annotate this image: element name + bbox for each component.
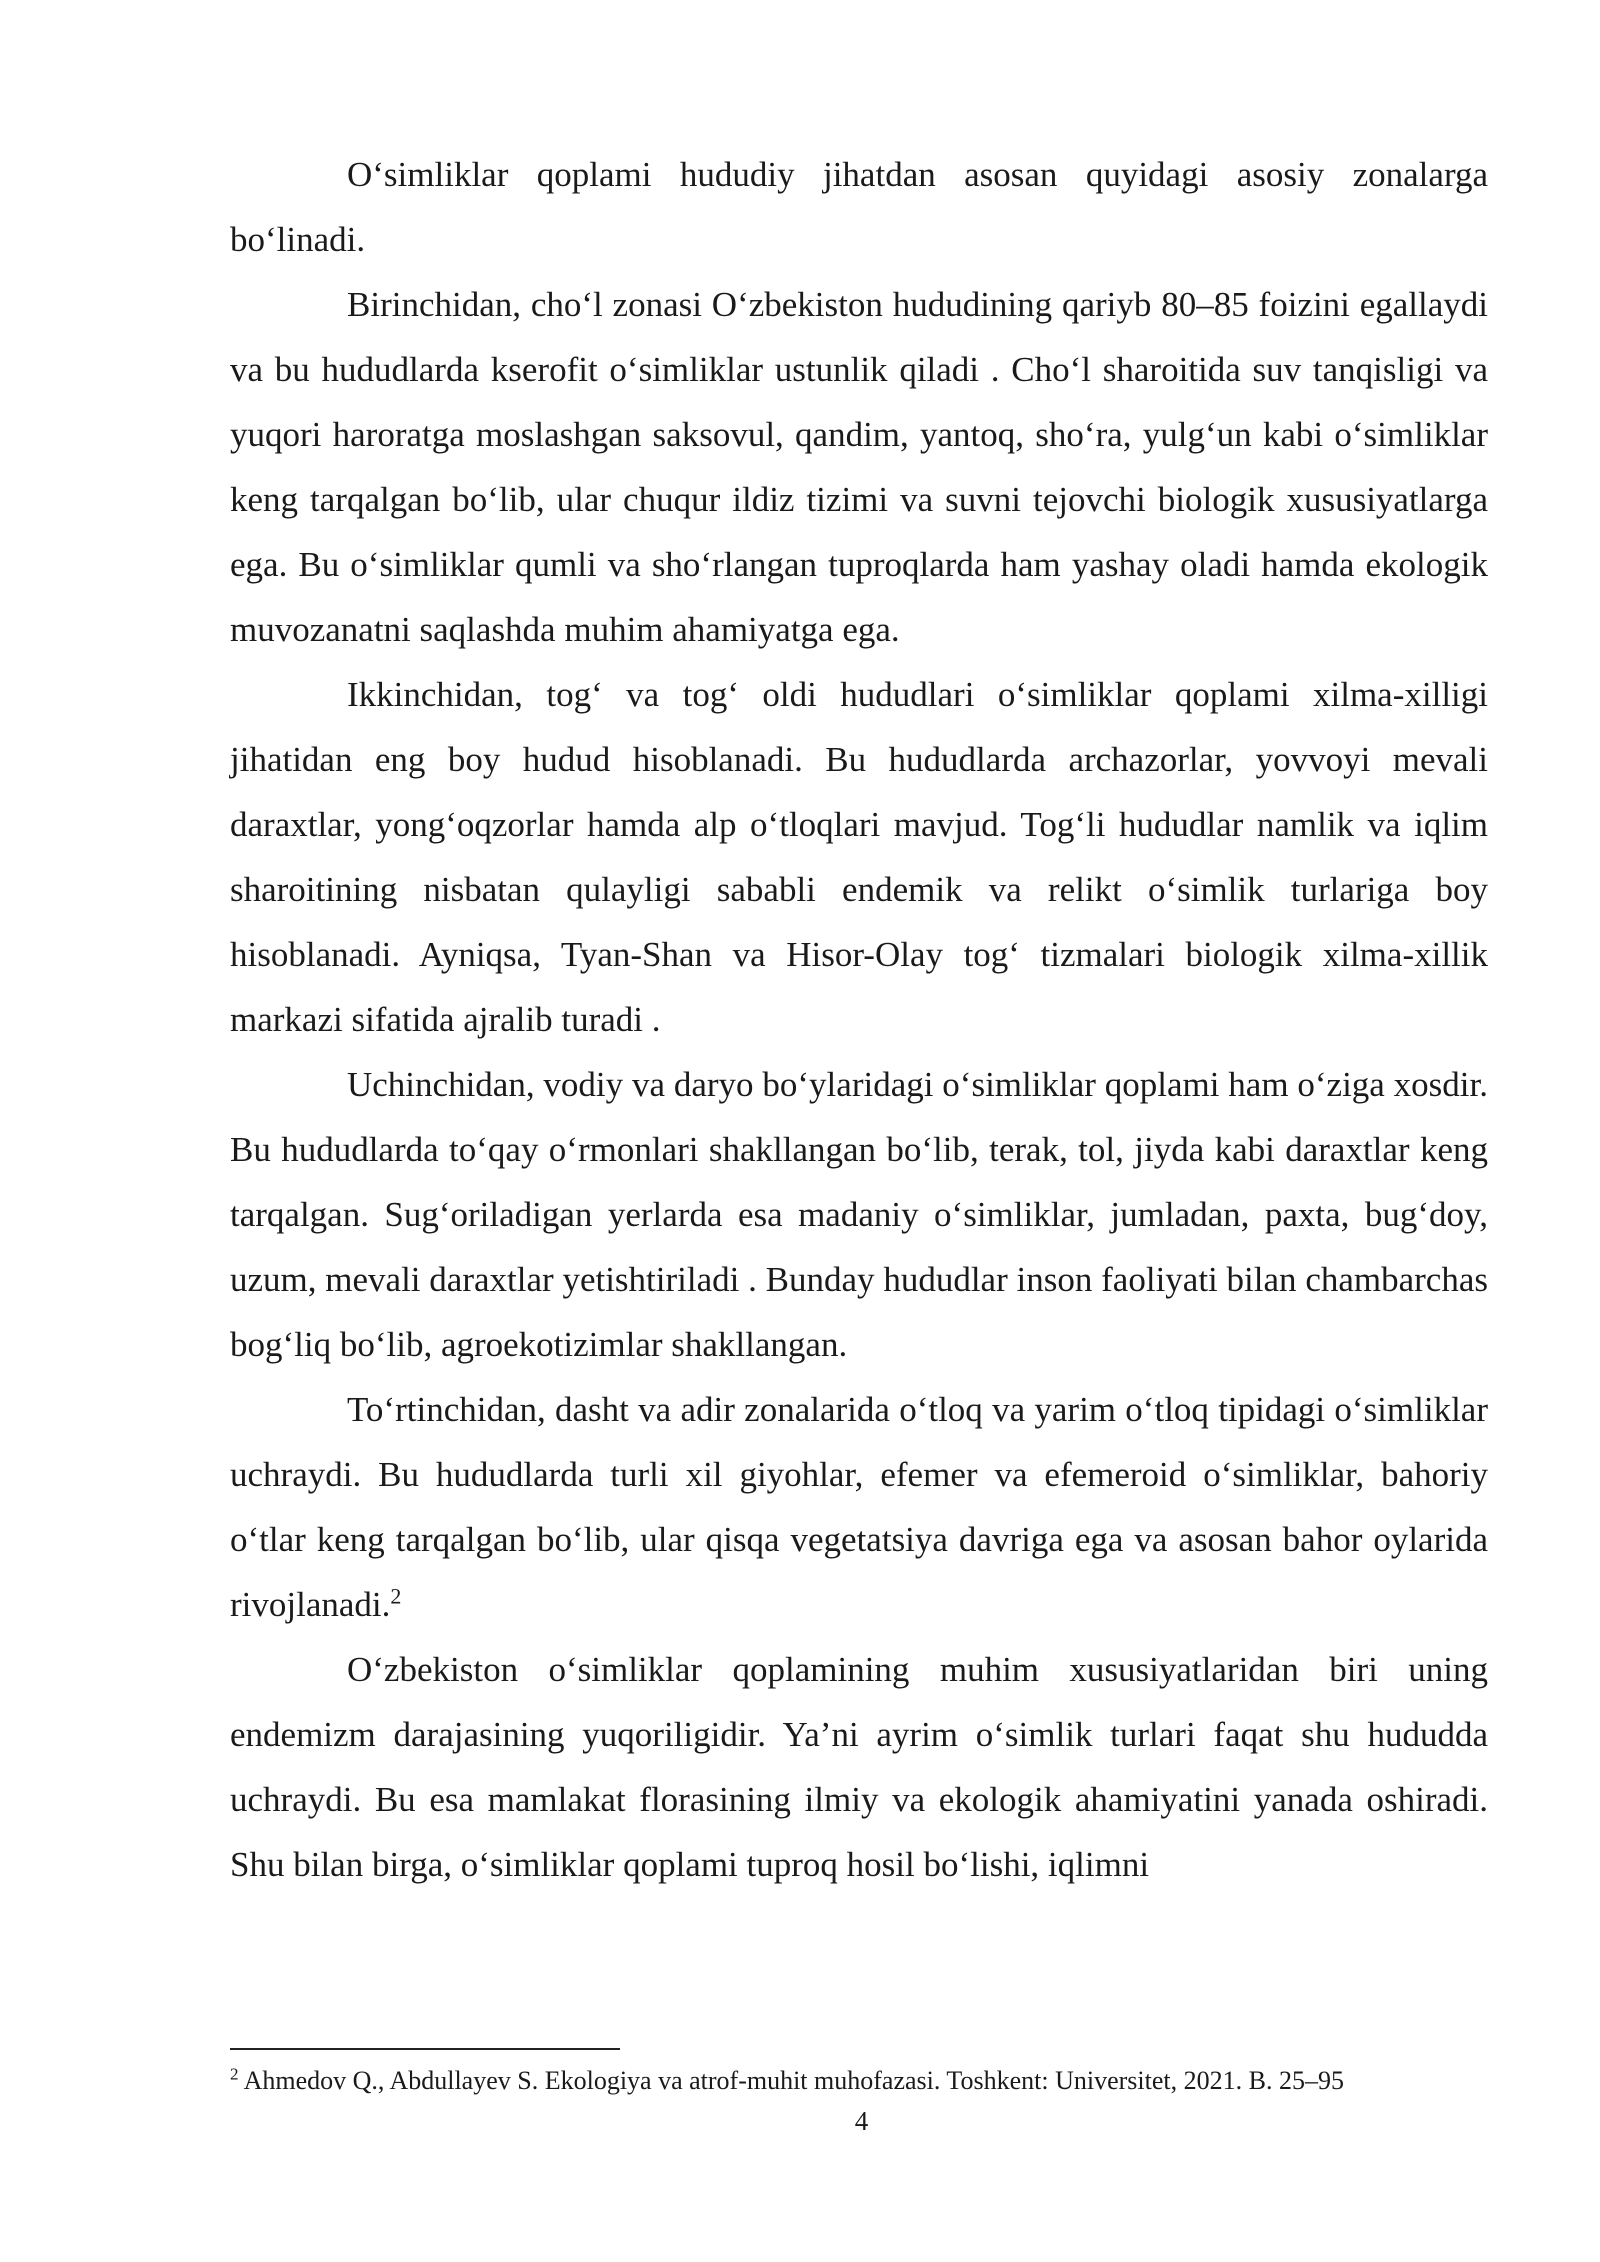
body-text (230, 142, 1488, 1897)
page-number: 4 (854, 2106, 869, 2136)
paragraph-zones-intro: O‘simliklar qoplami hududiy jihatdan asosan quyidagi asosiy zonalarga bo‘linadi. (230, 155, 1488, 259)
footnote-reference[interactable]: 2 (390, 1583, 402, 1609)
paragraph-endemism: O‘zbekiston o‘simliklar qoplamining muhim xususiyatlaridan biri uning endemizm darajasining yuqoriligidir. Ya’ni ayrim o‘simlik turlari faqat shu hududda uchraydi. Bu esa mamlakat florasining ilmiy va ekologik ahamiyatini yanada oshiradi. Shu bilan birga, o‘simliklar qoplami tuproq hosil bo‘lishi, iqlimni (230, 1650, 1488, 1884)
footnote (230, 2064, 1488, 2098)
paragraph-valley-zone: Uchinchidan, vodiy va daryo bo‘ylaridagi o‘simliklar qoplami ham o‘ziga xosdir. Bu hududlarda to‘qay o‘rmonlari shakllangan bo‘lib, terak, tol, jiyda kabi daraxtlar keng tarqalgan. Sug‘oriladigan yerlarda esa madaniy o‘simliklar, jumladan, paxta, bug‘doy, uzum, mevali daraxtlar yetishtiriladi . Bunday hududlar inson faoliyati bilan chambarchas bog‘liq bo‘lib, agroekotizimlar shakllangan. (230, 1065, 1488, 1364)
footnote-separator (230, 2048, 620, 2050)
footnote-mark: 2 (230, 2064, 239, 2084)
paragraph-steppe-text: To‘rtinchidan, dasht va adir zonalarida o‘tloq va yarim o‘tloq tipidagi o‘simliklar uchraydi. Bu hududlarda turli xil giyohlar, efemer va efemeroid o‘simliklar, bahoriy o‘tlar keng tarqalgan bo‘lib, ular qisqa vegetatsiya davriga ega va asosan bahor oylarida rivojlanadi. (230, 1390, 1488, 1624)
paragraph-desert-zone: Birinchidan, cho‘l zonasi O‘zbekiston hududining qariyb 80–85 foizini egallaydi va bu hududlarda kserofit o‘simliklar ustunlik qiladi . Cho‘l sharoitida suv tanqisligi va yuqori haroratga moslashgan saksovul, qandim, yantoq, sho‘ra, yulg‘un kabi o‘simliklar keng tarqalgan bo‘lib, ular chuqur ildiz tizimi va suvni tejovchi biologik xususiyatlarga ega. Bu o‘simliklar qumli va sho‘rlangan tuproqlarda ham yashay oladi hamda ekologik muvozanatni saqlashda muhim ahamiyatga ega. (230, 285, 1488, 649)
paragraph-steppe-zone (230, 1377, 1488, 1637)
paragraph-mountain-zone: Ikkinchidan, tog‘ va tog‘ oldi hududlari o‘simliklar qoplami xilma-xilligi jihatidan eng boy hudud hisoblanadi. Bu hududlarda archazorlar, yovvoyi mevali daraxtlar, yong‘oqzorlar hamda alp o‘tloqlari mavjud. Tog‘li hududlar namlik va iqlim sharoitining nisbatan qulayligi sababli endemik va relikt o‘simlik turlariga boy hisoblanadi. Ayniqsa, Tyan-Shan va Hisor-Olay tog‘ tizmalari biologik xilma-xillik markazi sifatida ajralib turadi . (230, 675, 1488, 1039)
footnote-text: Ahmedov Q., Abdullayev S. Ekologiya va atrof-muhit muhofazasi. Toshkent: Universitet, 2021. B. 25–95 (238, 2066, 1344, 2095)
